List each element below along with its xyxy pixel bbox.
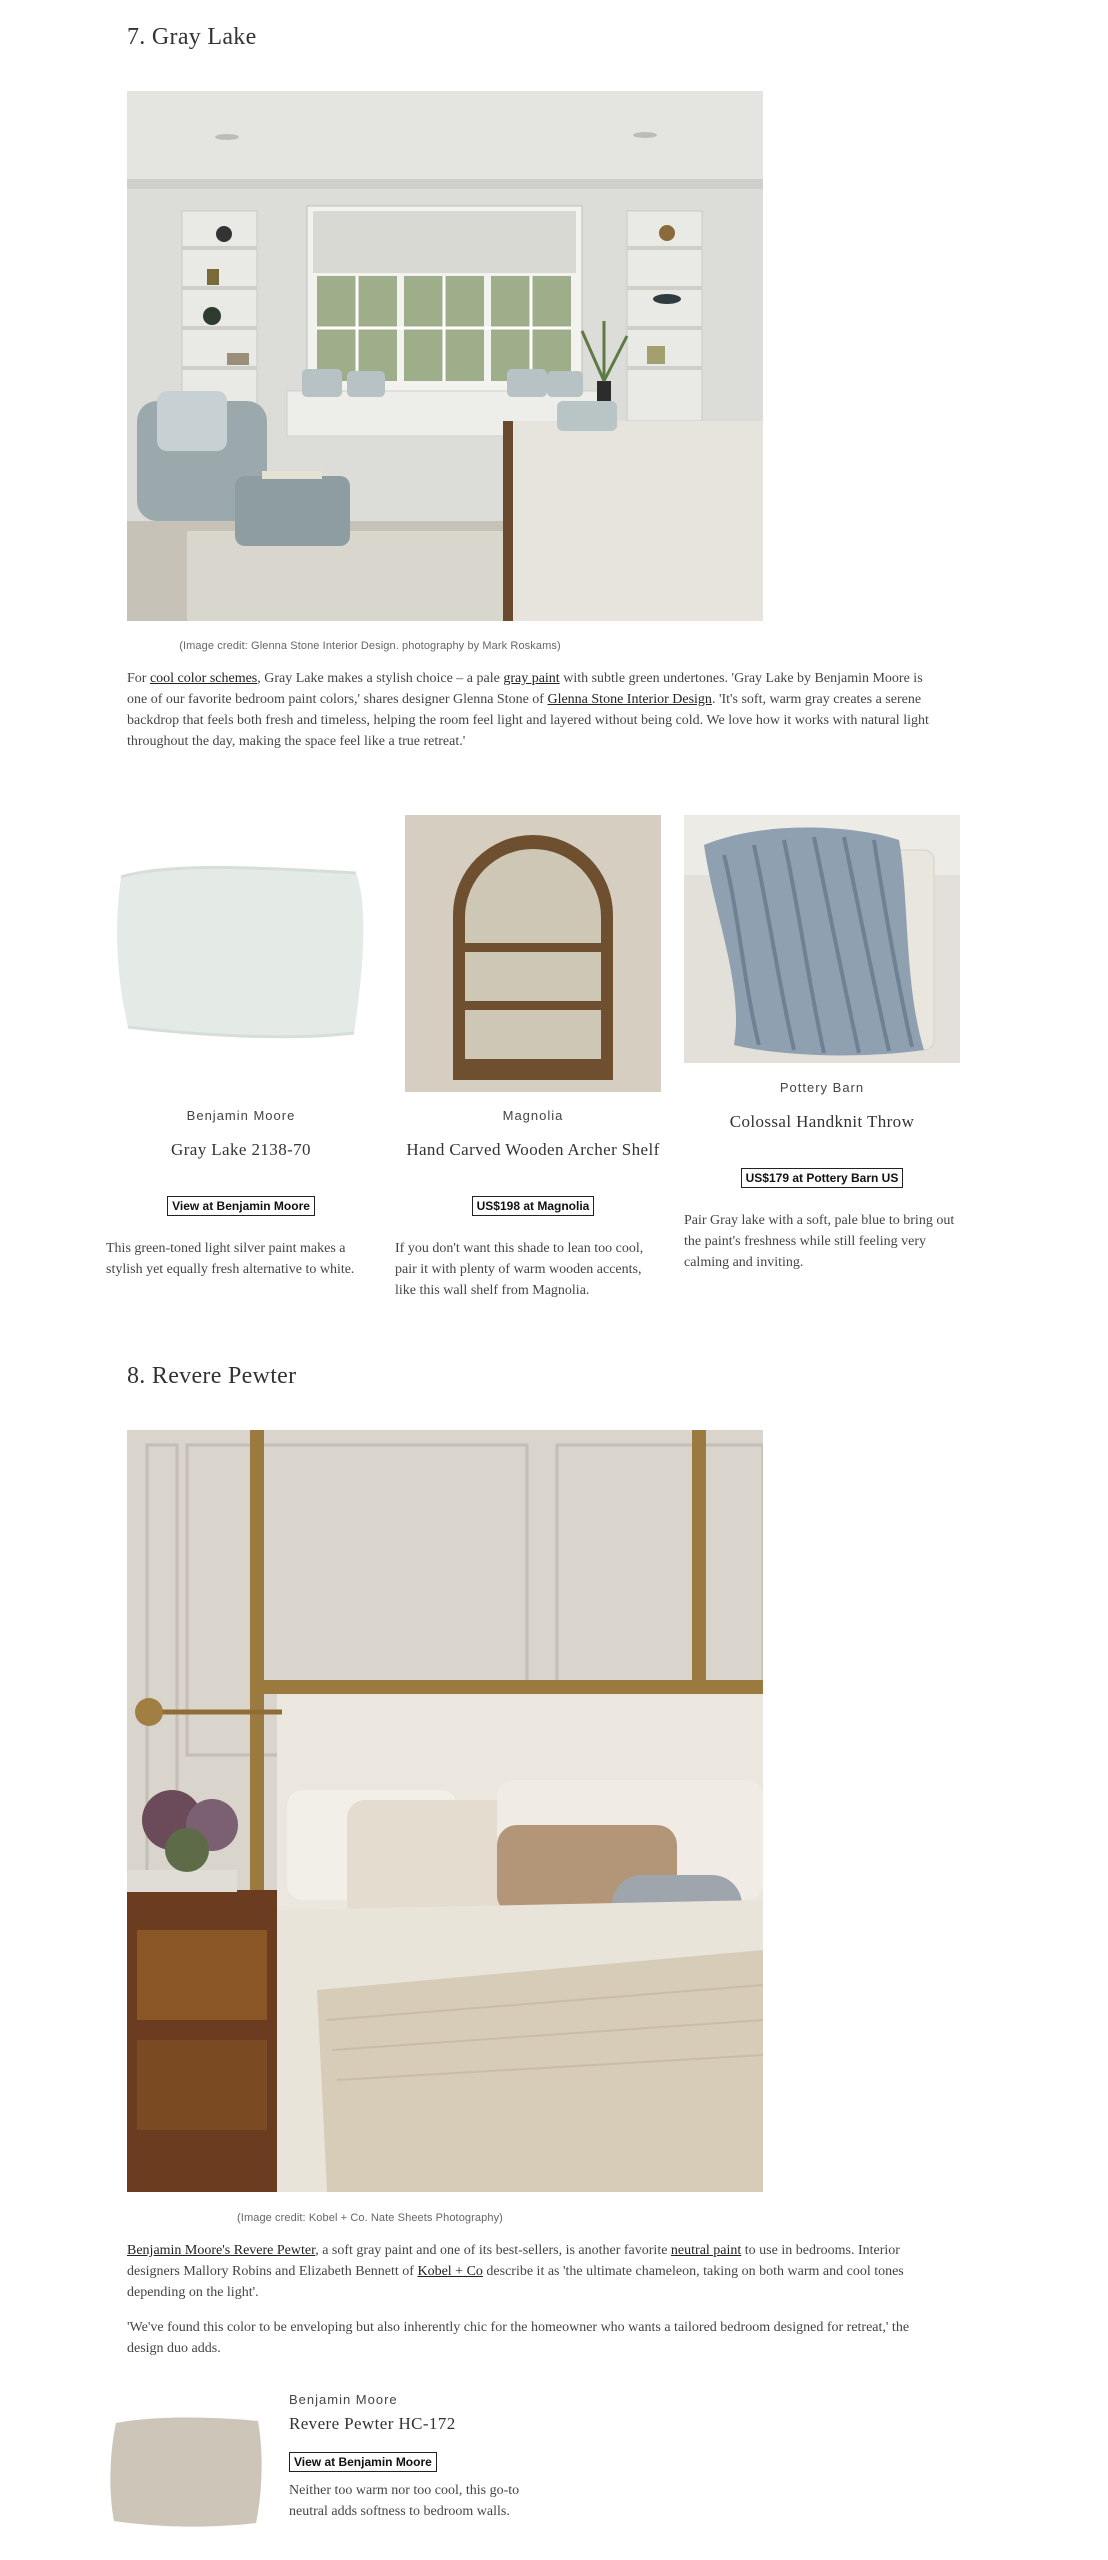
link-neutral-paint[interactable]: neutral paint: [670, 2243, 742, 2258]
section-title-revere-pewter: 8. Revere Pewter: [127, 1363, 297, 1389]
link-benjamin-moore-revere-pewter[interactable]: Benjamin Moore's Revere Pewter: [127, 2243, 316, 2258]
product-description: Pair Gray lake with a soft, pale blue to bring out the paint's freshness while still feeling very calming and inviting.: [684, 1213, 955, 1270]
text: describe it as 'the ultimate chameleon, taking on both warm and cool tones depending on the light'.: [127, 2264, 904, 2300]
text: with subtle green undertones. 'Gray Lake by Benjamin Moore is one of our favorite bedroom paint colors,' shares designer Glenna Stone of: [127, 671, 923, 707]
text: , a soft gray paint and one of its best-sellers, is another favorite: [315, 2243, 671, 2258]
product-description: This green-toned light silver paint makes a stylish yet equally fresh alternative to white.: [106, 1241, 355, 1277]
product-brand: Benjamin Moore: [289, 2392, 398, 2407]
text: For: [127, 671, 150, 686]
product-name[interactable]: Hand Carved Wooden Archer Shelf: [406, 1140, 660, 1159]
image-caption: (Image credit: Kobel + Co. Nate Sheets Photography): [237, 2212, 503, 2224]
body-paragraph-1: [127, 2240, 935, 2303]
product-brand: Pottery Barn: [779, 1080, 865, 1095]
product-name[interactable]: Gray Lake 2138-70: [171, 1140, 311, 1159]
image-caption: (Image credit: Glenna Stone Interior Design. photography by Mark Roskams): [179, 640, 561, 652]
product-brand: Benjamin Moore: [186, 1108, 296, 1123]
product-brand: Magnolia: [502, 1108, 564, 1123]
intro-paragraph: [127, 668, 935, 752]
product-image-gray-lake-swatch[interactable]: [106, 815, 376, 1085]
product-image-handknit-throw[interactable]: [684, 815, 960, 1063]
product-description: Neither too warm nor too cool, this go-to neutral adds softness to bedroom walls.: [289, 2483, 520, 2519]
link-cool-color-schemes[interactable]: cool color schemes: [149, 671, 258, 686]
product-image-archer-shelf[interactable]: [405, 815, 661, 1092]
us198-at-magnolia-button[interactable]: US$198 at Magnolia: [472, 1196, 595, 1216]
product-name[interactable]: Colossal Handknit Throw: [729, 1112, 915, 1131]
hero-image-revere-pewter-bedroom: [127, 1430, 763, 2192]
product-description: If you don't want this shade to lean too cool, pair it with plenty of warm wooden accents, like this wall shelf from Magnolia.: [395, 1241, 644, 1298]
product-image-revere-pewter-swatch[interactable]: [106, 2405, 266, 2535]
body-paragraph-2: 'We've found this color to be enveloping but also inherently chic for the homeowner who wants a tailored bedroom designed for retreat,' the design duo adds.: [127, 2320, 910, 2356]
view-at-benjamin-moore-button[interactable]: View at Benjamin Moore: [167, 1196, 315, 1216]
text: . 'It's soft, warm gray creates a serene backdrop that feels both fresh and timeless, helping the room feel light and layered without being cold. We love how it works with natural light throughout the day, making the space feel like a true retreat.': [127, 692, 929, 749]
link-glenna-stone-interior-design[interactable]: Glenna Stone Interior Design: [547, 692, 712, 707]
section-title-gray-lake: 7. Gray Lake: [127, 24, 257, 50]
view-at-benjamin-moore-button[interactable]: View at Benjamin Moore: [289, 2452, 437, 2472]
link-kobel-co[interactable]: Kobel + Co: [417, 2264, 483, 2279]
link-gray-paint[interactable]: gray paint: [503, 671, 560, 686]
text: to use in bedrooms. Interior designers Mallory Robins and Elizabeth Bennett of: [127, 2243, 900, 2279]
hero-image-gray-lake-bedroom: [127, 91, 763, 621]
product-name[interactable]: Revere Pewter HC-172: [289, 2414, 456, 2433]
text: , Gray Lake makes a stylish choice – a pale: [257, 671, 504, 686]
us179-at-pottery-barn-button[interactable]: US$179 at Pottery Barn US: [741, 1168, 904, 1188]
